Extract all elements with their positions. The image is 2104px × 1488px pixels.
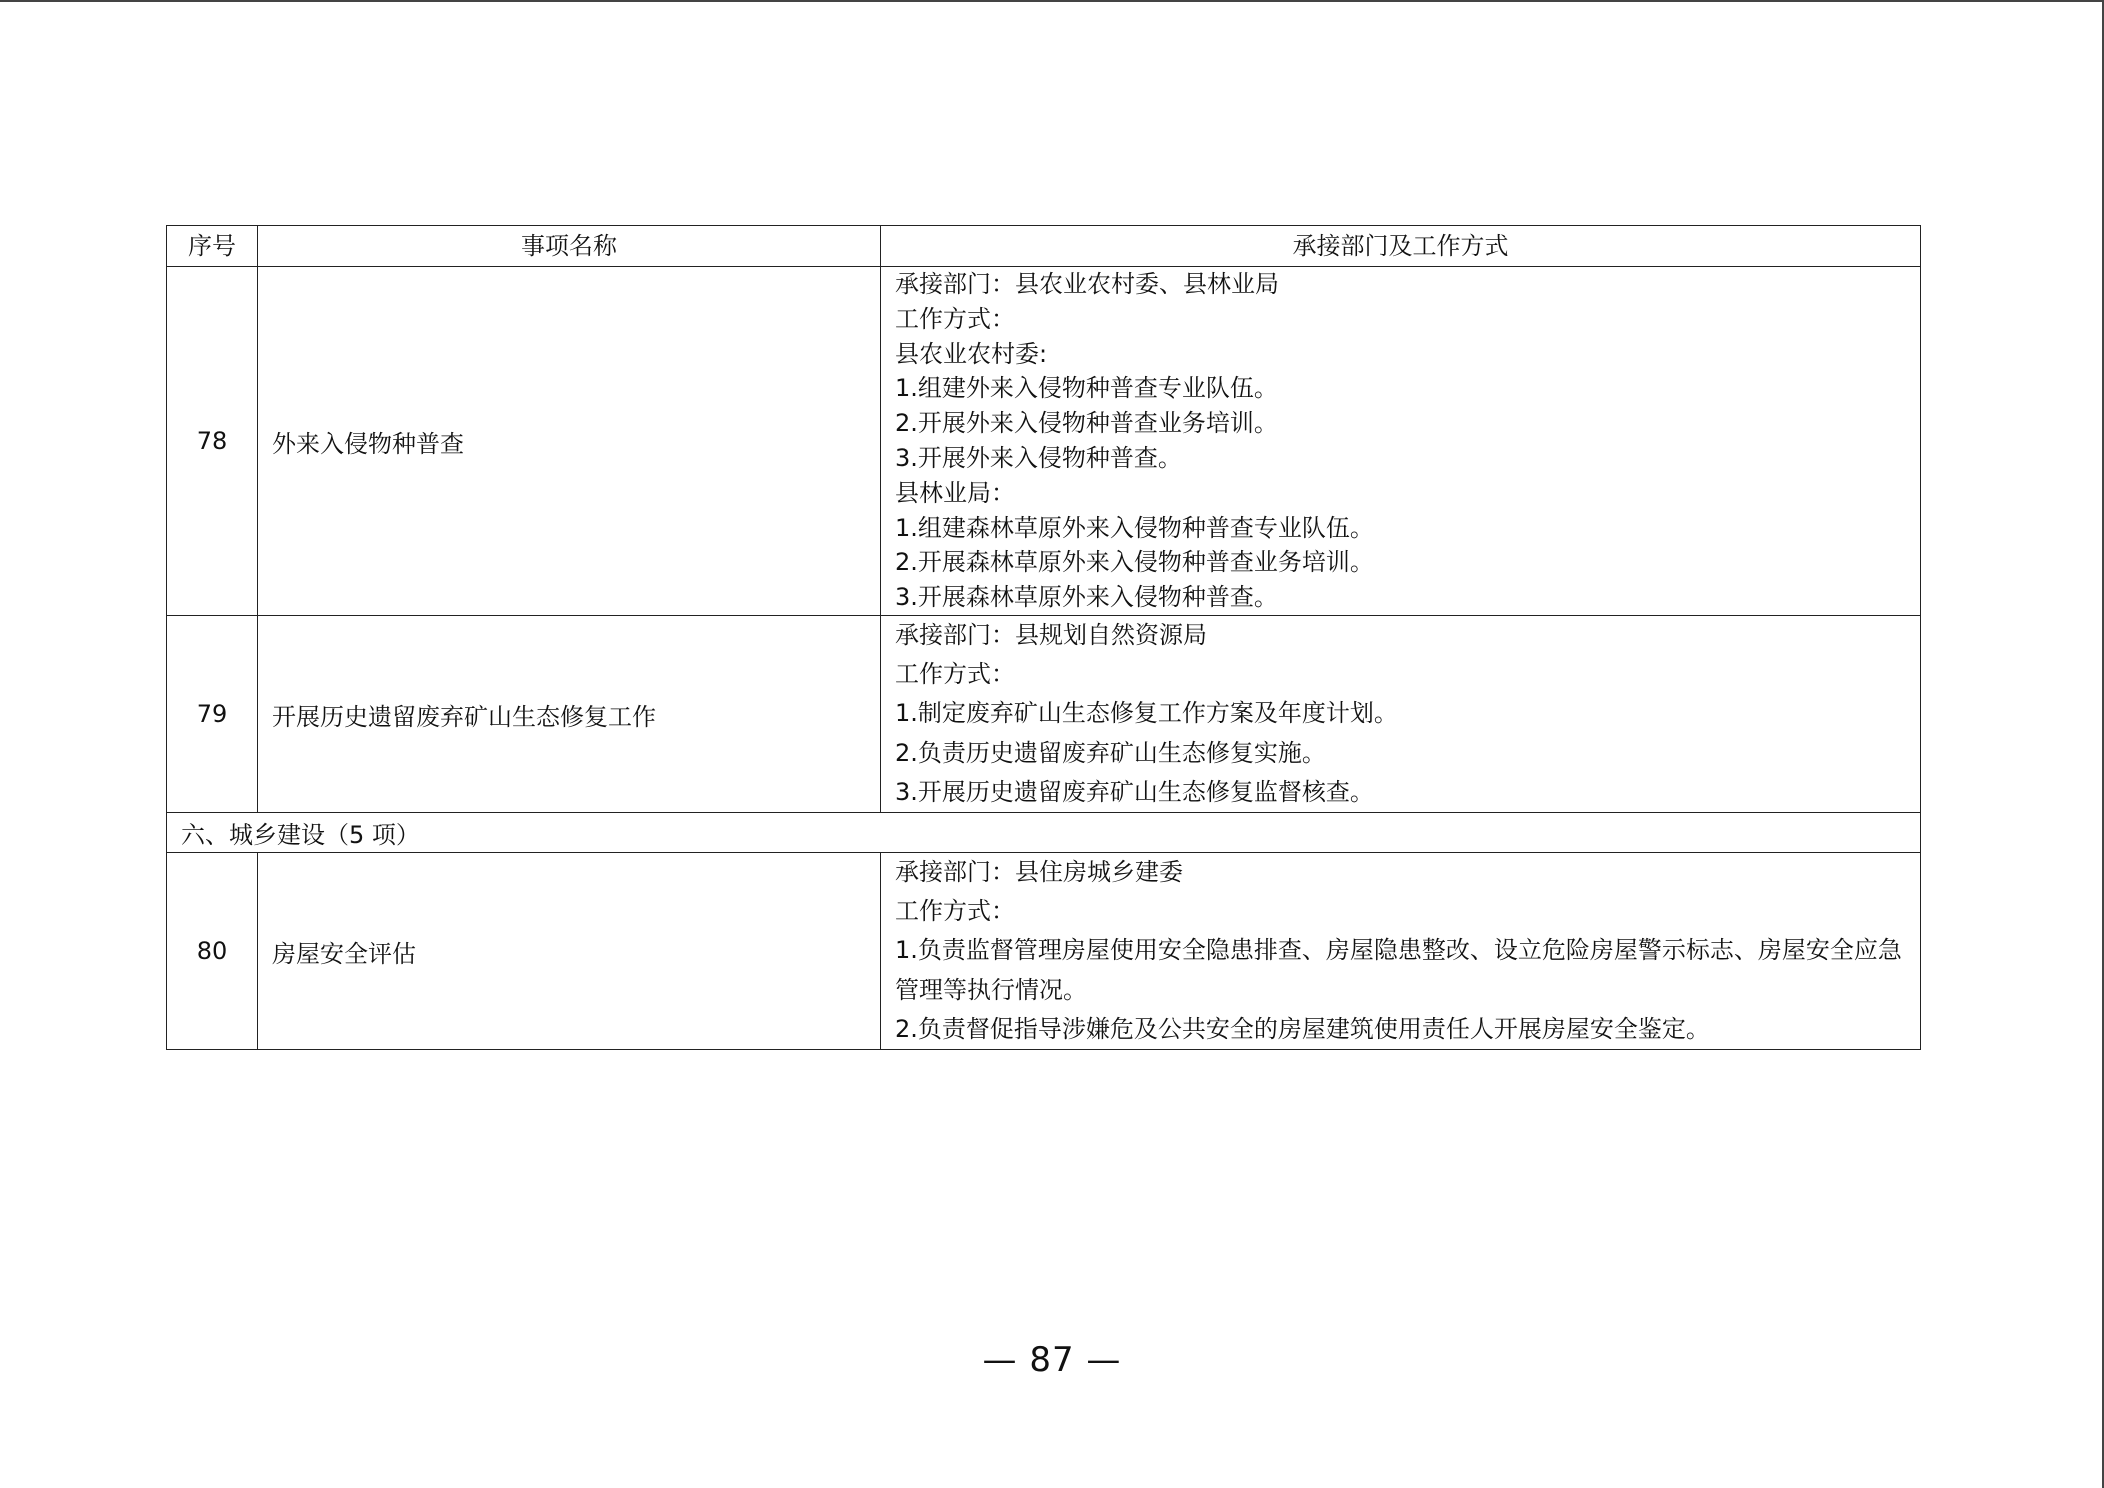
method-line: 工作方式： [895,897,1015,926]
row-department-method [881,853,1921,1050]
header-number: 序号 [167,226,258,267]
method-line: 1.组建森林草原外来入侵物种普查专业队伍。 [895,513,1374,542]
row-number: 80 [167,853,258,1050]
method-line: 3.开展外来入侵物种普查。 [895,443,1182,472]
row-item-name: 外来入侵物种普查 [258,267,881,616]
table-header-row [167,226,1921,267]
method-line: 1.制定废弃矿山生态修复工作方案及年度计划。 [895,699,1398,728]
row-number: 78 [167,267,258,616]
method-line: 1.组建外来入侵物种普查专业队伍。 [895,374,1278,403]
row-item-name: 开展历史遗留废弃矿山生态修复工作 [258,616,881,813]
method-line: 2.负责督促指导涉嫌危及公共安全的房屋建筑使用责任人开展房屋安全鉴定。 [895,1014,1710,1043]
row-number: 79 [167,616,258,813]
page-number: — 87 — [982,1340,1122,1380]
method-line: 3.开展历史遗留废弃矿山生态修复监督核查。 [895,777,1374,806]
method-line: 承接部门：县农业农村委、县林业局 [895,270,1279,298]
method-line: 工作方式： [895,660,1015,689]
method-line: 2.开展外来入侵物种普查业务培训。 [895,409,1278,438]
method-line: 2.负责历史遗留废弃矿山生态修复实施。 [895,738,1326,767]
row-department-method [881,267,1921,616]
row-department-method [881,616,1921,813]
section-row [167,813,1921,853]
table-row [167,616,1921,813]
table-row [167,267,1921,616]
method-line: 1.负责监督管理房屋使用安全隐患排查、房屋隐患整改、设立危险房屋警示标志、房屋安全应急管理等执行情况。 [895,936,1902,1004]
method-line: 县农业农村委: [895,339,1048,368]
method-line: 3.开展森林草原外来入侵物种普查。 [895,583,1278,612]
table-row [167,853,1921,1050]
row-item-name: 房屋安全评估 [258,853,881,1050]
method-line: 县林业局： [895,478,1015,507]
page-edge-top [0,0,2104,2]
header-item-name: 事项名称 [258,226,881,267]
method-line: 承接部门：县规划自然资源局 [895,621,1207,649]
items-table [166,225,1921,1050]
section-title: 六、城乡建设（5 项） [167,813,1921,853]
method-line: 2.开展森林草原外来入侵物种普查业务培训。 [895,548,1374,577]
header-department-method: 承接部门及工作方式 [881,226,1921,267]
method-line: 承接部门：县住房城乡建委 [895,858,1183,887]
method-line: 工作方式： [895,304,1015,333]
